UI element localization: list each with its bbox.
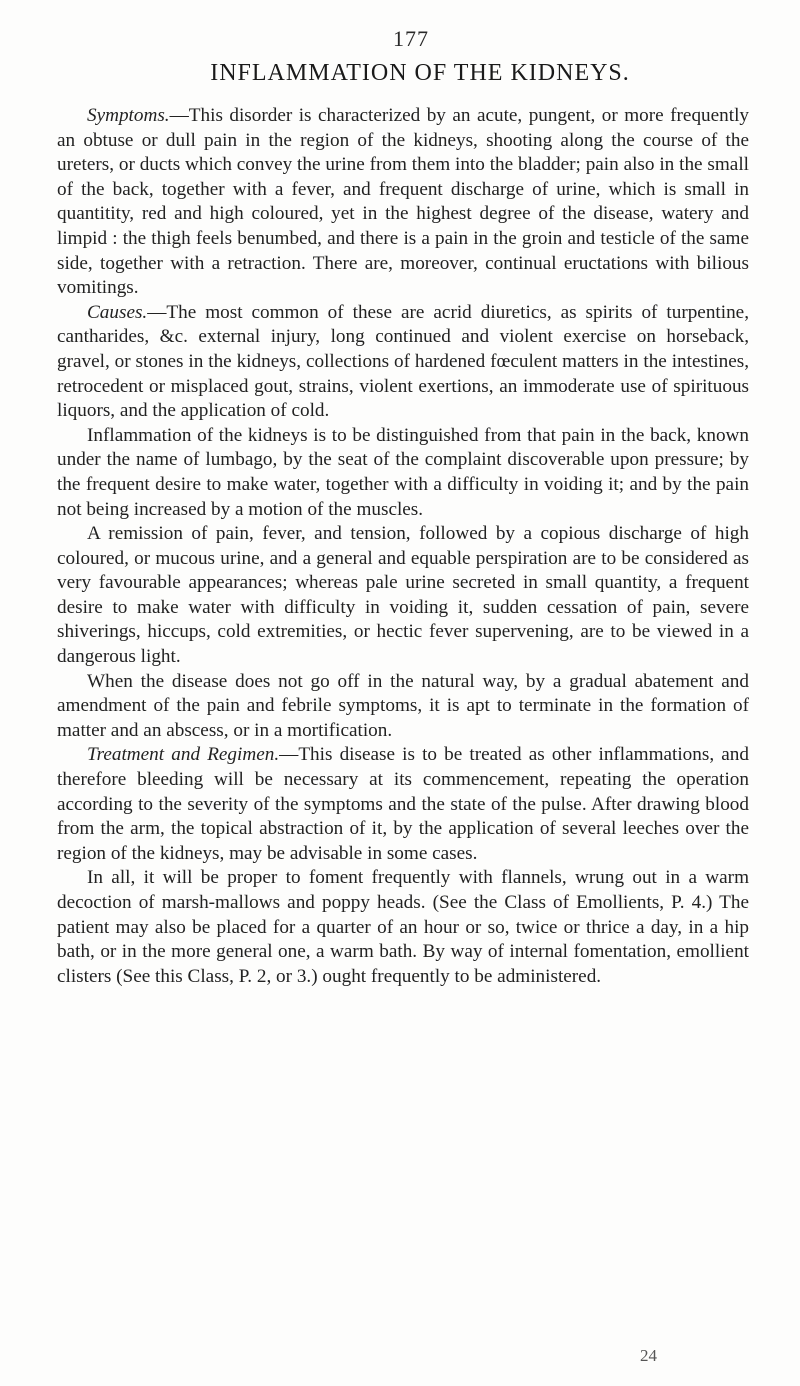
chapter-title: INFLAMMATION OF THE KIDNEYS. (210, 60, 630, 86)
page-number: 177 (393, 26, 429, 51)
causes-text: —The most common of these are acrid diuretics, as spirits of turpentine, cantharides, &c. external injury, long continued and violent exercise on horseback, gravel, or stones in the kidneys, collections of hardened fœculent matters in the intestines, retrocedent or misplaced gout, strains, violent exertions, an immoderate use of spirituous liquors, and the application of cold. (57, 301, 749, 422)
remission-paragraph: A remission of pain, fever, and tension, followed by a copious discharge of high coloured, or mucous urine, and a general and equable perspiration are to be considered as very favourable appearances; whereas pale urine secreted in small quantity, a frequent desire to make water with difficulty in voiding it, sudden cessation of pain, severe shiverings, hiccups, cold extremities, or hectic fever supervening, are to be viewed in a dangerous light. (57, 523, 749, 668)
treatment-text: —This disease is to be treated as other inflammations, and therefore bleeding will be necessary at its commencement, repeating the operation according to the severity of the symptoms and the state of the pulse. After drawing blood from the arm, the topical abstraction of it, by the application of several leeches over the region of the kidneys, may be advisable in some cases. (57, 744, 749, 864)
foment-paragraph: In all, it will be proper to foment frequently with flannels, wrung out in a warm decoction of marsh-mallows and poppy heads. (See the Class of Emollients, P. 4.) The patient may also be placed for a quarter of an hour or so, twice or thrice a day, in a hip bath, or in the more general one, a warm bath. By way of internal fomentation, emollient clisters (See this Class, P. 2, or 3.) ought frequently to be administered. (57, 867, 749, 987)
abatement-paragraph: When the disease does not go off in the natural way, by a gradual abatement and amendment of the pain and febrile symptoms, it is apt to terminate in the formation of matter and an abscess, or in a mortification. (57, 670, 749, 741)
treatment-paragraph (57, 743, 749, 866)
signature-mark: 24 (640, 1346, 657, 1365)
treatment-heading: Treatment and Regimen. (87, 744, 280, 766)
symptoms-paragraph (57, 104, 749, 301)
lumbago-paragraph: Inflammation of the kidneys is to be distinguished from that pain in the back, known under the name of lumbago, by the seat of the complaint discoverable upon pressure; by the frequent desire to make water, together with a difficulty in voiding it; and by the pain not being increased by a motion of the muscles. (57, 424, 749, 520)
symptoms-heading: Symptoms. (87, 105, 170, 126)
causes-heading: Causes. (87, 301, 148, 323)
causes-paragraph (57, 301, 749, 424)
symptoms-text: —This disorder is characterized by an acute, pungent, or more frequently an obtuse or dull pain in the region of the kidneys, shooting along the course of the ureters, or ducts which convey the urine from them into the bladder; pain also in the small of the back, together with a fever, and frequent discharge of urine, which is small in quantitity, red and high coloured, yet in the highest degree of the disease, watery and limpid : the thigh feels benumbed, and there is a pain in the groin and testicle of the same side, together with a retraction. There are, moreover, continual eructations with bilious vomitings. (57, 105, 749, 299)
body-text (57, 104, 749, 989)
